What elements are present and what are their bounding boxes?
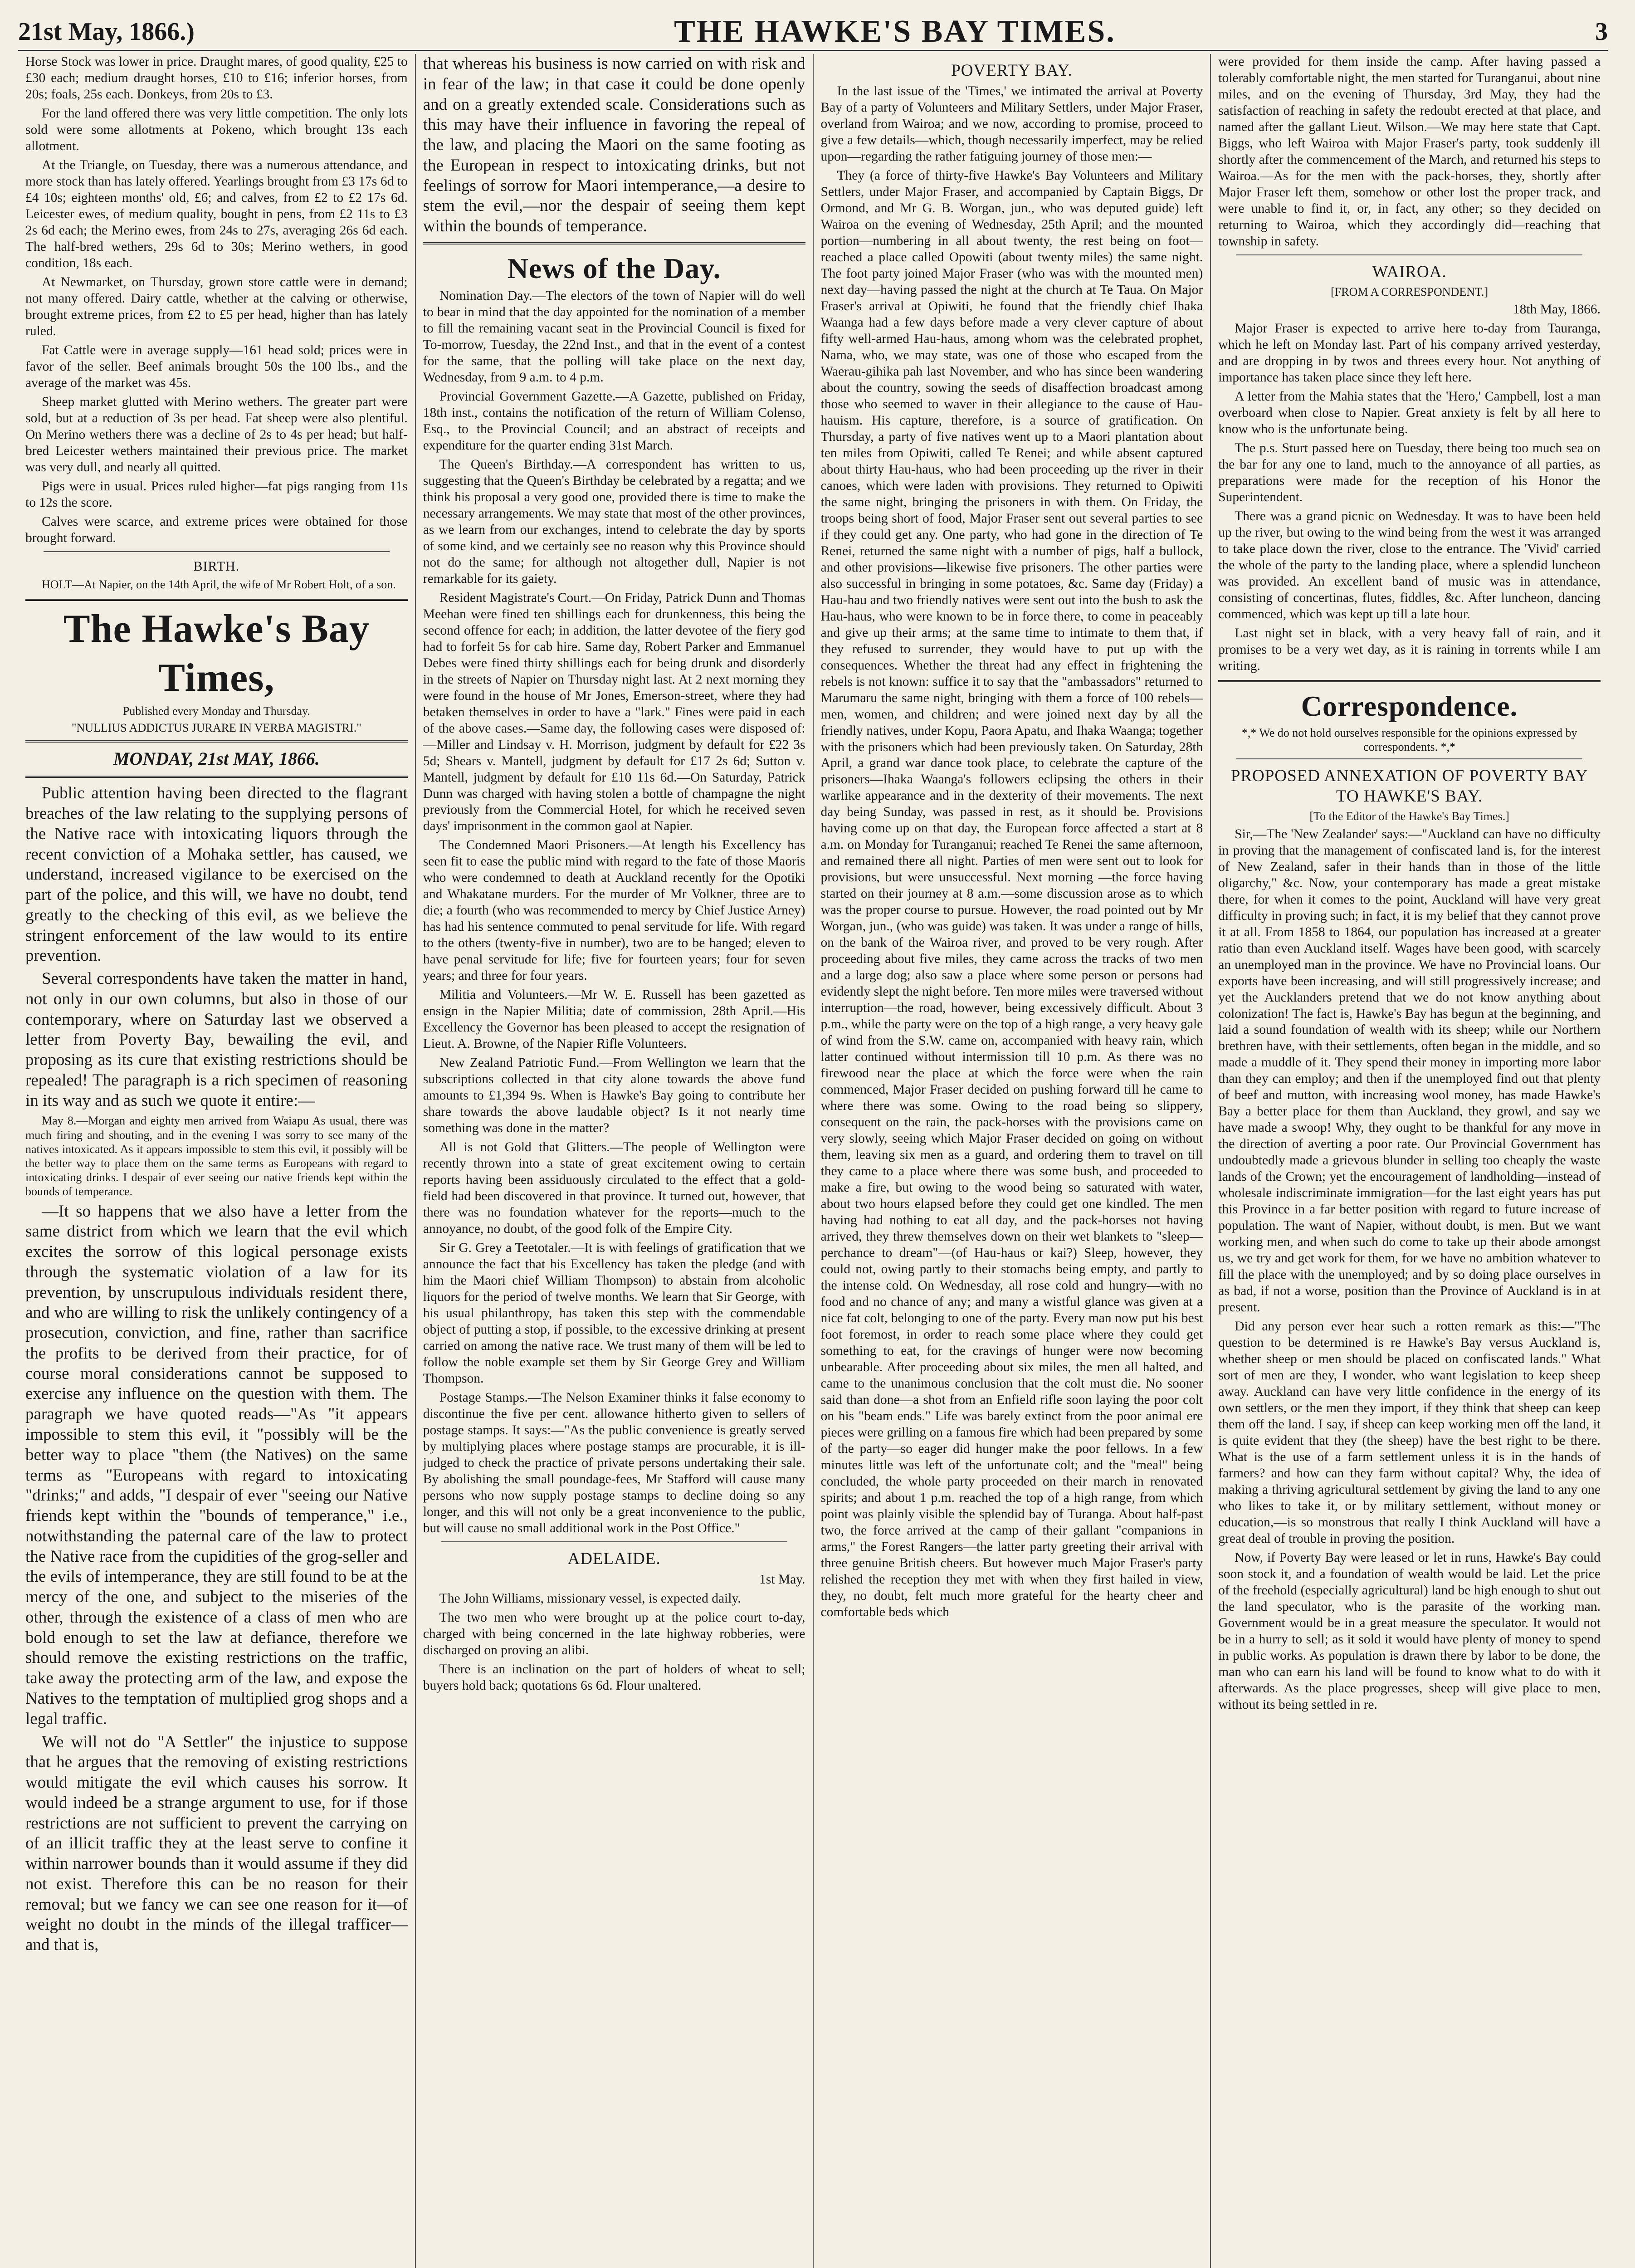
poverty-bay-heading: POVERTY BAY. <box>951 61 1073 80</box>
letter-para: Now, if Poverty Bay were leased or let in runs, Hawke's Bay could soon stock it, and a foundation of wealth would be laid. Let the price of the freehold (especially agricultural) land be high enough to shut out the land speculator, who is the parasite of the working man. Government would be in a great measure the speculator. It would not be in a hurry to sell; as it sold it would have plenty of money to spend in public works. As population is drawn there by labor to be done, the man who can earn his land will be found to know what to do with it afterwards. As the place progresses, sheep will give place to men, without its being settled in re. <box>1218 1550 1601 1712</box>
column-1 <box>18 54 415 2268</box>
news-item: All is not Gold that Glitters.—The people of Wellington were recently thrown into a state of great excitement owing to certain reports having been assiduously circulated to the effect that a gold-field had been discovered in that province. It turned out, however, that there was no foundation whatever for the reports—much to the annoyance, no doubt, of the good folk of the Empire City. <box>423 1140 805 1237</box>
market-report-para: At the Triangle, on Tuesday, there was a numerous attendance, and more stock than has lately offered. Yearlings brought from £3 17s 6d to £4 10s; eighteen months' old, £6; and calves, from £2 to £2 17s 6d. Leicester ewes, of medium quality, bought in pens, from £2 11s to £3 2s 6d each; the Merino ewes, from 24s to 27s, averaging 26s 6d each. The half-bred wethers, 29s 6d to 30s; Merino wethers, in good condition, 18s each. <box>25 157 408 270</box>
divider <box>1218 680 1601 682</box>
poverty-bay-para: In the last issue of the 'Times,' we intimated the arrival at Poverty Bay of a party of Volunteers and Military Settlers, under Major Fraser, overland from Wairoa; and we now, according to promise, proceed to give a few details—which, though necessarily imperfect, may be relied upon—regarding the rather fatiguing journey of those men:— <box>820 84 1203 164</box>
motto: "NULLIUS ADDICTUS JURARE IN VERBA MAGISTRI." <box>71 721 361 735</box>
birth-notice: HOLT—At Napier, on the 14th April, the wife of Mr Robert Holt, of a son. <box>42 578 396 591</box>
header-date: 21st May, 1866.) <box>18 18 195 46</box>
column-3 <box>813 54 1210 2268</box>
wairoa-para: There was a grand picnic on Wednesday. It was to have been held up the river, but owing to the wind being from the west it was arranged to take place down the river, close to the entrance. The 'Vivid' carried the whole of the party to the landing place, where a splendid luncheon was provided. An excellent band of music was in attendance, consisting of concertinas, flutes, fiddles, &c. After luncheon, dancing commenced, which was kept up till a late hour. <box>1218 508 1601 621</box>
wairoa-byline: [FROM A CORRESPONDENT.] <box>1331 285 1489 298</box>
editorial-continued: that whereas his business is now carried on with risk and in fear of the law; in that case it could be done openly and on a greatly extended scale. Considerations such as this may have their influence in favoring the repeal of the law, and placing the Maori on the same footing as the European in respect to intoxicating drinks, but not feelings of sorrow for Maori intemperance,—a desire to stem the evil,—nor the despair of seeing them kept within the bounds of temperance. <box>423 54 805 236</box>
news-item: Nomination Day.—The electors of the town of Napier will do well to bear in mind that the day appointed for the nomination of a member to fill the remaining vacant seat in the Provincial Council is fixed for To-morrow, Tuesday, the 22nd Inst., and that in the event of a contest for the same, that the polling will take place on the next day, Wednesday, from 9 a.m. to 4 p.m. <box>423 288 805 385</box>
wairoa-date: 18th May, 1866. <box>1513 302 1601 317</box>
poverty-bay-continued: were provided for them inside the camp. After having passed a tolerably comfortable night, the men started for Turanganui, about nine miles, and on the evening of Thursday, 3rd May, they had the satisfaction of reaching in safety the redoubt erected at that place, and named after the gallant Lieut. Wilson.—We may here state that Capt. Biggs, who left Wairoa with Major Fraser's party, took suddenly ill shortly after the commencement of the March, and returned his steps to Wairoa.—As for the men with the pack-horses, they, shortly after Major Fraser left them, somehow or other lost the proper track, and were unable to find it, or, in fact, any other; so they decided on returning to Wairoa, which they accordingly did—reaching that township in safety. <box>1218 54 1601 249</box>
editorial-para: —It so happens that we also have a letter from the same district from which we learn that the evil which excites the sorrow of this logical personage exists through the systematic violation of a law for its prevention, by unscrupulous individuals resident there, and who are willing to risk the unlikely contingency of a prosecution, conviction, and fine, rather than sacrifice the profits to be derived from their practice, for of course moral considerations cannot be supposed to exercise any influence on the question with them. The paragraph we have quoted reads—"As "it appears impossible to stem this evil, it "possibly will be the better way to place "them (the Natives) on the same terms as "Europeans with regard to intoxicating "drinks;" and adds, "I despair of ever "seeing our Native friends kept within the "bounds of temperance," i.e., notwithstanding the paternal care of the law to protect the Native race from the cupidities of the grog-seller and the evils of intemperance, they are still found to be at the mercy of the one, and subject to the miseries of the other, through the existence of a class of men who are bold enough to set the law at defiance, therefore we should remove the existing restrictions on the traffic, take away the protecting arm of the law, and expose the Natives to the temptation of multiplied grog shops and a legal traffic. <box>25 1202 408 1728</box>
adelaide-item: There is an inclination on the part of holders of wheat to sell; buyers hold back; quotations 6s 6d. Flour unaltered. <box>423 1662 805 1693</box>
adelaide-heading: ADELAIDE. <box>567 1549 661 1568</box>
annexation-subheading: [To the Editor of the Hawke's Bay Times.] <box>1309 810 1509 823</box>
news-item: Resident Magistrate's Court.—On Friday, Patrick Dunn and Thomas Meehan were fined ten shillings each for drunkenness, this being the second offence for each; in addition, the latter devotee of the fiery god had to forfeit 5s for cab hire. Same day, Robert Parker and Emmanuel Debes were fined thirty shillings each for being drunk and disorderly in the streets of Napier on Thursday night last. At 2 next morning they were found in the house of Mr Jones, Emerson-street, where they had betaken themselves in order to have a "lark." Fines were paid in each of the above cases.—Same day, the following cases were disposed of:—Miller and Lindsay v. H. Morrison, judgment by default for £22 3s 5d; Shears v. Mantell, judgment by default for £17 2s 6d; Sutton v. Mantell, judgment by default for £10 11s 6d.—On Saturday, Patrick Dunn was charged with having stolen a bottle of champagne the night previously from the Commercial Hotel, for which he received seven days' imprisonment in the common gaol at Napier. <box>423 590 805 834</box>
news-item: Postage Stamps.—The Nelson Examiner thinks it false economy to discontinue the five per cent. allowance hitherto given to sellers of postage stamps. It says:—"As the public convenience is greatly served by multiplying places where postage stamps are procurable, it is ill-judged to check the practice of private persons undertaking their sale. By abolishing the small poundage-fees, Mr Stafford will cause many persons who now supply postage stamps to decline doing so any longer, and this will not only be a great inconvenience to the public, but will cause no small additional work in the Post Office." <box>423 1390 805 1535</box>
divider <box>1236 758 1582 759</box>
column-2 <box>415 54 813 2268</box>
adelaide-item: The two men who were brought up at the police court to-day, charged with being concerned in the late highway robberies, were discharged on proving an alibi. <box>423 1610 805 1657</box>
divider <box>44 551 390 552</box>
poverty-bay-para: They (a force of thirty-five Hawke's Bay Volunteers and Military Settlers, under Major Fraser, and accompanied by Captain Biggs, Dr Ormond, and Mr G. B. Worgan, jun., who was deputed guide) left Wairoa on the evening of Wednesday, 25th April; and the mounted portion—numbering in all about twenty, the rest being on foot—reached a place called Opowiti (about twenty miles) the same night. The foot party joined Major Fraser (who was with the mounted men) next day—having passed the night at the church at Te Taua. On Major Fraser's arrival at Opiwiti, he found that the friendly chief Ihaka Waanga had a few days before made a very clever capture of about fifty well-armed Hau-haus, among whom was the celebrated prophet, Nama, who, we may state, was one of those who escaped from the Waerau-gihika pah last November, and who has since been wandering about the country, sowing the seeds of disaffection broadcast among those who seemed to waver in their allegiance to the cause of Hau-hauism. His capture, therefore, is a source of gratification. On Thursday, a party of five natives went up to a Maori plantation about ten miles from Opiwiti, called Te Renei; and while absent captured about thirty Hau-haus, who had been proceeding up the river in their canoes, which were laden with provisions. They returned to Opiwiti the same night, bringing the prisoners in with them. On Friday, the troops being short of food, Major Fraser sent out several parties to see if they could get any. One party, who had gone in the direction of Te Renei, returned the same night with a number of pigs, half a bullock, and other provisions—likewise five prisoners. The other parties were also successful in bringing in some potatoes, &c. Same day (Friday) a Hau-hau and two friendly natives were sent out into the bush to ask the Hau-haus, who were known to be in force there, to come in peaceably and give up their arms; at the same time to intimate to them that, if they refused to surrender, they would have to put up with the consequences. Whether the threat had any effect in frightening the rebels is not known: suffice it to say that the "ambassadors" returned to Marumaru the same night, bringing with them a force of 100 rebels—men, women, and children; and were joined next day by all the friendly natives, under Kopu, Paora Apatu, and Ihaka Waanga; together with the prisoners which had been previously taken. On Saturday, 28th April, a grand war dance took place, to celebrate the capture of the prisoners—Ihaka Waanga's followers eclipsing the others in their warlike appearance and in the dexterity of their movements. The next day being Sunday, was passed in rest, as it should be. Provisions having come up on that day, the European force affected a start at 8 a.m. on Monday for Turanganui; reached Te Renei the same afternoon, and remained there all night. Parties of men were sent out to look for provisions, but were unsuccessful. Next morning —the force having started on their journey at 8 a.m.—some discussion arose as to which was the proper course to pursue. However, the road pointed out by Mr Worgan, jun., (who was guide) was taken. It was under a range of hills, on the bank of the Wairoa river, and proved to be very rough. After proceeding about five miles, they came across the tracks of two men and a large dog; also saw a place where some person or persons had evidently slept the night before. Ten more miles were traversed without interruption—the road, however, being excessively difficult. About 3 p.m., while the party were on the top of a high range, a very heavy gale of wind from the S.W. came on, accompanied with heavy rain, which latter continued without intermission till 10 p.m. As there was no firewood near the place at which the force were when the rain commenced, Major Fraser decided on pushing forward till he came to where there was some. Owing to the road being so slippery, consequent on the rain, the pack-horses with the provisions came on very slowly, seeing which Major Fraser decided on going on without them, leaving six men as a guard, and ordering them to travel on till they came to a place where there was some bush, and proceeded to make a fire, but owing to the wood being so saturated with water, about two hours elapsed before they could get one kindled. The men having had nothing to eat all day, and the pack-horses not having arrived, they threw themselves down on their wet blankets to "sleep—perchance to dream"—(of Hau-haus or kai?) Sleep, however, they could not, owing partly to their stomachs being empty, and partly to the intense cold. On Wednesday, all rose cold and hungry—with no food and no chance of any; and many a wistful glance was given at a nice fat colt, belonging to one of the party. Every man now put his best foot foremost, in order to reach some place where they could get something to eat, for the cravings of hunger were now becoming unbearable. After proceeding about six miles, the men all halted, and came to the unanimous conclusion that the colt must die. No sooner said than done—a shot from an Enfield rifle soon laying the poor colt on his "beam ends." Life was barely extinct from the poor animal ere pieces were grilling on a famous fire which had been prepared by some of the party—so eager did hunger make the poor fellows. In a few minutes little was left of the unfortunate colt; and the "meal" being concluded, the whole party proceeded on their march in renovated spirits; and about 1 p.m. reached the top of a high range, from which point was plainly visible the splendid bay of Turanga. About half-past two, the force arrived at the camp of their gallant "companions in arms," the Forest Rangers—the latter party greeting their arrival with three genuine British cheers. But however much Major Fraser's party relished the reception they met with when they first hailed in view, they, no doubt, felt much more grateful for the hearty cheer and comfortable beds which <box>820 168 1203 1619</box>
divider <box>25 776 408 778</box>
wairoa-heading: WAIROA. <box>1372 262 1447 281</box>
birth-heading: BIRTH. <box>193 558 240 574</box>
market-report-para: Sheep market glutted with Merino wethers. The greater part were sold, but at a reduction of 3s per head. Fat sheep were also plentiful. On Merino wethers there was a decline of 2s to 4s per head; but half-bred Leicester wethers maintained their previous price. The market was very dull, and nearly all quitted. <box>25 394 408 474</box>
market-report-para: Calves were scarce, and extreme prices were obtained for those brought forward. <box>25 514 408 545</box>
news-item: The Queen's Birthday.—A correspondent has written to us, suggesting that the Queen's Birthday be celebrated by a regatta; and we think his proposal a very good one, provided there is time to make the necessary arrangements. We may state that most of the other provinces, as we learn from our exchanges, intend to celebrate the day by sports of some kind, and we certainly see no reason why this Province should not do the same; for although not altogether dull, Napier is not remarkable for its gaiety. <box>423 457 805 586</box>
market-report-para: For the land offered there was very little competition. The only lots sold were some allotments at Pokeno, which brought 13s each allotment. <box>25 106 408 153</box>
correspondence-heading: Correspondence. <box>1301 689 1518 722</box>
news-item: Provincial Government Gazette.—A Gazette, published on Friday, 18th inst., contains the notification of the return of William Colenso, Esq., to the Provincial Council; and an abstract of receipts and expenditure for the quarter ending 31st March. <box>423 389 805 453</box>
divider <box>441 1541 787 1542</box>
letter-para: Did any person ever hear such a rotten remark as this:—"The question to be determined is re Hawke's Bay versus Auckland is, whether sheep or men should be placed on confiscated lands." What sort of men are they, I wonder, who want legislation to keep sheep away. Auckland can have very little confidence in the energy of its own settlers, or the men they import, if they think that sheep can keep them off the land. I say, if sheep can keep working men off the land, it is quite evident that they (the sheep) have the best right to be there. What is the use of a farm settlement unless it is in the hands of farmers? and how can they farm without capital? Why, the idea of making a thriving agricultural settlement by giving the land to any one who likes to take it, or by military settlement, without money or education,—is so monstrous that really I think Auckland will have a great deal of trouble in proving the position. <box>1218 1319 1601 1546</box>
divider <box>25 740 408 743</box>
news-item: The Condemned Maori Prisoners.—At length his Excellency has seen fit to ease the public mind with regard to the fate of those Maoris who were condemned to death at Auckland recently for the Opotiki and Whakatane murders. For the murder of Mr Volkner, three are to die; a fourth (who was recommended to mercy by Chief Justice Arney) has had his sentence commuted to penal servitude for life. With regard to the others (twenty-five in number), two are to be hanged; eleven to have penal servitude for life; five for fourteen years; four for seven years; and three for four years. <box>423 838 805 983</box>
header-page-number: 3 <box>1595 18 1608 46</box>
columns <box>18 54 1608 2268</box>
divider <box>423 242 805 244</box>
editorial-para: Public attention having been directed to the flagrant breaches of the law relating to the supplying persons of the Native race with intoxicating liquors through the recent conviction of a Mohaka settler, has caused, we understand, increased vigilance to be exercised on the part of the police, and this will, we have no doubt, tend greatly to the checking of this evil, as we believe the stringent enforcement of the law would to its entire prevention. <box>25 784 408 965</box>
letter-para: Sir,—The 'New Zealander' says:—"Auckland can have no difficulty in proving that the management of confiscated land is, for the interest of New Zealand, safer in their hands than in those of the little oligarchy," &c. Now, your contemporary has made a great mistake there, for when it comes to the point, Auckland will have very great difficulty in proving such; in fact, it is my belief that they cannot prove it at all. From 1858 to 1864, our population has increased at a greater ratio than even Auckland itself. Wages have been good, with scarcely an unemployed man in the province. We have no Provincial loans. Our exports have been increasing, and will still progressively increase; and yet the Aucklanders pretend that we do not know anything about colonization! The fact is, Hawke's Bay has begun at the beginning, and laid a sound foundation of wealth with its sheep; while our Northern brethren have, with their settlements, often began in the middle, and so made a muddle of it. They spend their money in importing more labor than they can employ; and then if the unemployed find out that plenty of beef and mutton, with increasing wool money, has made Hawke's Bay a better place for them than Auckland, they growl, and say we have made a swoop! Why, they ought to be thankful for any move in the direction of averting a poor rate. Our Provincial Government has undoubtedly made a grievous blunder in selling too cheaply the waste lands of the Crown; yet the encouragement of landholding—instead of wholesale indiscriminate immigration—for the last eight years has put this Province in a far better position with regard to future increase of population. The want of Napier, without doubt, is men. But we want working men, and when such do come to take up their abode amongst us, we try and get work for them, for we have no ambition whatever to fill the place with the unemployed; and by so doing place ourselves in as bad, if not a worse, position than the Province of Auckland is in at present. <box>1218 826 1601 1315</box>
masthead: The Hawke's Bay Times, <box>25 599 408 702</box>
market-report-para: Pigs were in usual. Prices ruled higher—fat pigs ranging from 11s to 12s the score. <box>25 479 408 510</box>
header-paper-name: THE HAWKE'S BAY TIMES. <box>674 14 1116 49</box>
quoted-paragraph: May 8.—Morgan and eighty men arrived from Waiapu As usual, there was much firing and shouting, and in the evening I was sorry to see many of the natives intoxicated. As it appears impossible to stem this evil, it possibly will be the better way to place them on the same terms as Europeans with regard to intoxicating drinks. I despair of ever seeing our native friends kept within the bounds of temperance. <box>25 1114 408 1198</box>
page-header <box>18 14 1608 51</box>
news-item: Sir G. Grey a Teetotaler.—It is with feelings of gratification that we announce the fact that his Excellency has taken the pledge (and with him the Maori chief William Thompson) to abstain from alcoholic liquors for the period of twelve months. We learn that Sir George, with his usual philanthropy, has taken this step with the commendable object of putting a stop, if possible, to the excessive drinking at present carried on among the native race. We trust many of them will be led to follow the noble example set them by Sir George Grey and William Thompson. <box>423 1241 805 1386</box>
divider <box>1236 254 1582 255</box>
market-report-para: Horse Stock was lower in price. Draught mares, of good quality, £25 to £30 each; medium draught horses, £10 to £16; inferior horses, from 20s; foals, 25s each. Donkeys, from 20s to £3. <box>25 54 408 102</box>
wairoa-para: The p.s. Sturt passed here on Tuesday, there being too much sea on the bar for any one to land, much to the annoyance of all parties, as preparations were made for the reception of his Honor the Superintendent. <box>1218 441 1601 504</box>
column-4 <box>1210 54 1608 2268</box>
annexation-heading: PROPOSED ANNEXATION OF POVERTY BAY TO HAWKE'S BAY. <box>1230 767 1588 806</box>
news-item: New Zealand Patriotic Fund.—From Wellington we learn that the subscriptions collected in that city alone towards the above fund amounts to £1,394 9s. When is Hawke's Bay going to contribute her share towards the above laudable object? Is it not nearly time something was done in the matter? <box>423 1056 805 1136</box>
correspondence-disclaimer: *,* We do not hold ourselves responsible for the opinions expressed by correspondents. *,* <box>1241 726 1577 754</box>
wairoa-para: A letter from the Mahia states that the 'Hero,' Campbell, lost a man overboard when close to Napier. Great anxiety is felt by all here to know who is the unfortunate being. <box>1218 389 1601 437</box>
news-item: Militia and Volunteers.—Mr W. E. Russell has been gazetted as ensign in the Napier Militia; date of commission, 28th April.—His Excellency the Governor has been pleased to accept the resignation of Lieut. A. Browne, of the Napier Rifle Volunteers. <box>423 987 805 1051</box>
issue-date: MONDAY, 21st MAY, 1866. <box>113 748 320 769</box>
wairoa-para: Major Fraser is expected to arrive here to-day from Tauranga, which he left on Monday last. Part of his company arrived yesterday, and are dropping in by twos and threes every hour. Not anything of importance has taken place since they left here. <box>1218 321 1601 385</box>
adelaide-item: The John Williams, missionary vessel, is expected daily. <box>439 1591 741 1606</box>
market-report-para: Fat Cattle were in average supply—161 head sold; prices were in favor of the seller. Beef animals brought 50s the 100 lbs., and the average of the market was 45s. <box>25 342 408 390</box>
adelaide-date: 1st May. <box>759 1572 805 1587</box>
wairoa-para: Last night set in black, with a very heavy fall of rain, and it promises to be a very wet day, as it is raining in torrents while I am writing. <box>1218 626 1601 673</box>
news-of-the-day-heading: News of the Day. <box>507 252 721 284</box>
editorial-para: We will not do "A Settler" the injustice to suppose that he argues that the removing of existing restrictions would mitigate the evil which causes his sorrow. It would indeed be a strange argument to use, for if those restrictions are not sufficient to prevent the carrying on of an illicit traffic they at the least serve to confine it within narrower bounds than it would assume if they did not exist. Therefore this can be no reason for their removal; but we fancy we can see one reason for it—of weight no doubt in the minds of the illegal trafficer—and that is, <box>25 1732 408 1955</box>
market-report-para: At Newmarket, on Thursday, grown store cattle were in demand; not many offered. Dairy cattle, whether at the calving or otherwise, brought extreme prices, from £2 to £5 per head, higher than has lately ruled. <box>25 274 408 338</box>
editorial-para: Several correspondents have taken the matter in hand, not only in our own columns, but also in those of our contemporary, where on Saturday last we observed a letter from Poverty Bay, bewailing the evil, and proposing as its cure that existing restrictions should be repealed! The paragraph is a rich specimen of reasoning in its way and as such we quote it entire:— <box>25 969 408 1110</box>
published-line: Published every Monday and Thursday. <box>122 704 310 718</box>
